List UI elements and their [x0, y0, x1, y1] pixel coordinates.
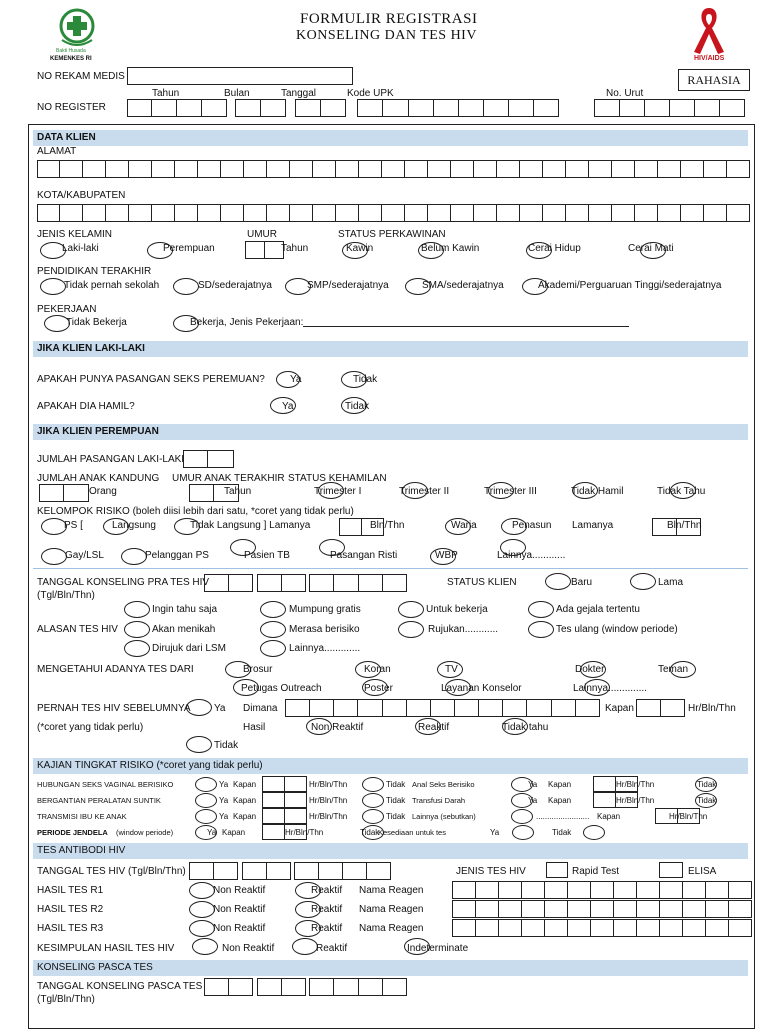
pekerjaan-label: PEKERJAAN [37, 304, 97, 315]
tgl-pasca-thn-cells[interactable] [309, 978, 407, 996]
tgl-fmt-label: (Tgl/Bln/Thn) [37, 590, 95, 601]
r2-hr-label: Hr/Bln/Thn [309, 796, 348, 805]
lainnya-sebutkan-label: Lainnya (sebutkan) [412, 812, 476, 821]
section-laki-laki [33, 341, 748, 357]
radio-dirujuk-lsm[interactable] [124, 640, 150, 657]
bulan-header: Bulan [224, 88, 250, 99]
dimana-label: Dimana [243, 703, 278, 714]
gay-lsl-label: Gay/LSL [65, 550, 104, 561]
trim2-label: Trimester II [399, 486, 450, 497]
radio-tes-ulang[interactable] [528, 621, 554, 638]
a1-hr-label: Hr/Bln/Thn [616, 780, 655, 789]
radio-kesimpulan-reaktif[interactable] [292, 938, 318, 955]
laki-label: Laki-laki [62, 243, 99, 254]
alasan-lainnya-label: Lainnya............. [289, 643, 361, 654]
q1-tidak-label: Tidak [353, 374, 378, 385]
layanan-label: Layanan Konselor [441, 683, 522, 694]
smp-label: SMP/sederajatnya [307, 280, 389, 291]
a1-ya-label: Ya [528, 780, 538, 789]
tgl-pasca-fmt: (Tgl/Bln/Thn) [37, 994, 95, 1005]
r4-hr-label: Hr/Bln/Thn [285, 828, 324, 837]
tgl-pra-tgl-cells[interactable] [204, 574, 253, 592]
sd-label: SD/sederajatnya [198, 280, 272, 291]
kelompok-risiko-label: KELOMPOK RISIKO (boleh diisi lebih dari satu, *coret yang tidak perlu) [37, 506, 354, 517]
r2-nama-reagen-label: Nama Reagen [359, 904, 424, 915]
anak-kandung-label: JUMLAH ANAK KANDUNG [37, 473, 160, 484]
trim1-label: Trimester I [314, 486, 362, 497]
tgl-tes-tgl-cells[interactable] [189, 862, 238, 880]
r3-hr-label: Hr/Bln/Thn [309, 812, 348, 821]
tgl-pasca-bln-cells[interactable] [257, 978, 306, 996]
no-register-tahun-cells[interactable] [127, 99, 227, 117]
a2-kapan-label: Kapan [548, 796, 572, 805]
pernah-tes-label: PERNAH TES HIV SEBELUMNYA [37, 703, 191, 714]
a2-ya-label: Ya [528, 796, 538, 805]
checkbox-elisa[interactable] [659, 862, 683, 878]
no-rekam-medis-label: NO REKAM MEDIS [37, 71, 125, 82]
alasan-tes-label: ALASAN TES HIV [37, 624, 118, 635]
radio-merasa-berisiko[interactable] [260, 621, 286, 638]
pernah-ya-label: Ya [214, 703, 226, 714]
tgl-pasca-tgl-cells[interactable] [204, 978, 253, 996]
lama-label: Lama [658, 577, 684, 588]
tidak-langsung-label: Tidak Langsung ] Lamanya [190, 520, 311, 531]
radio-r3-ya[interactable] [195, 809, 217, 824]
radio-r2-tidak[interactable] [362, 793, 384, 808]
hasil-r1-label: HASIL TES R1 [37, 885, 104, 896]
penasun-label: Penasun [512, 520, 552, 531]
tidak-sekolah-label: Tidak pernah sekolah [64, 280, 160, 291]
akan-menikah-label: Akan menikah [152, 624, 216, 635]
lainnya-risiko-label: Lainnya............ [497, 550, 566, 561]
tgl-pasca-label: TANGGAL KONSELING PASCA TES [37, 981, 203, 992]
pernah-kapan-cells[interactable] [636, 699, 685, 717]
tahun-header: Tahun [152, 88, 180, 99]
petugas-label: Petugas Outreach [241, 683, 322, 694]
r2-non-reaktif-label: Non Reaktif [213, 904, 266, 915]
umur-tahun-label: Tahun [281, 243, 309, 254]
a2-tidak-label: Tidak [697, 796, 717, 805]
section-title: KONSELING PASCA TES [37, 962, 153, 973]
coret-note: (*coret yang tidak perlu) [37, 722, 144, 733]
radio-mumpung[interactable] [260, 601, 286, 618]
r2-reaktif-label: Reaktif [311, 904, 343, 915]
periode-jendela-label: PERIODE JENDELA [37, 828, 108, 837]
tv-label: TV [445, 664, 458, 675]
radio-r2-non-reaktif[interactable] [189, 901, 215, 918]
risiko-suntik-label: BERGANTIAN PERALATAN SUNTIK [37, 796, 161, 805]
tgl-konseling-pra-label: TANGGAL KONSELING PRA TES HIV [37, 577, 210, 588]
dimana-cells[interactable] [285, 699, 600, 717]
langsung-label: Langsung [112, 520, 156, 531]
a1-tidak-label: Tidak [697, 780, 717, 789]
red-ribbon-icon [686, 4, 732, 56]
r3-reagen-cells[interactable] [452, 919, 752, 937]
no-urut-header: No. Urut [606, 88, 644, 99]
form-subtitle: KONSELING DAN TES HIV [296, 28, 477, 43]
kemenkes-logo [50, 6, 102, 62]
section-title: JIKA KLIEN LAKI-LAKI [37, 343, 145, 354]
bakti-husada-text: Bakti Husada [56, 48, 86, 54]
indeterminate-label: Indeterminate [407, 943, 469, 954]
dirujuk-lsm-label: Dirujuk dari LSM [152, 643, 226, 654]
penasun-bln-thn-label: Bln/Thn [667, 520, 702, 531]
a4-ya-label: Ya [490, 828, 500, 837]
radio-pernah-ya[interactable] [186, 699, 212, 716]
hasil-label: Hasil [243, 722, 266, 733]
mengetahui-lainnya-label: Lainnya.............. [573, 683, 647, 694]
jenis-pekerjaan-line[interactable] [303, 326, 629, 327]
r2-ya-label: Ya [219, 796, 229, 805]
a2-hr-label: Hr/Bln/Thn [616, 796, 655, 805]
cerai-mati-label: Cerai Mati [628, 243, 674, 254]
trim3-label: Trimester III [484, 486, 537, 497]
tidak-hamil-label: Tidak Hamil [571, 486, 624, 497]
radio-akan-menikah[interactable] [124, 621, 150, 638]
pernah-hr-label: Hr/Bln/Thn [688, 703, 736, 714]
checkbox-rapid-test[interactable] [546, 862, 568, 878]
status-kehamilan-label: STATUS KEHAMILAN [288, 473, 387, 484]
r1-ya-label: Ya [219, 780, 229, 789]
form-title: FORMULIR REGISTRASI [300, 11, 478, 27]
r1-tidak-label: Tidak [386, 780, 406, 789]
r1-non-reaktif-label: Non Reaktif [213, 885, 266, 896]
kemenkes-text: KEMENKES RI [50, 56, 92, 62]
r3-tidak-label: Tidak [386, 812, 406, 821]
alamat-cells[interactable] [37, 160, 750, 178]
cerai-hidup-label: Cerai Hidup [528, 243, 581, 254]
radio-baru[interactable] [545, 573, 571, 590]
ingin-tahu-label: Ingin tahu saja [152, 604, 218, 615]
anak-kandung-cells[interactable] [39, 484, 89, 502]
radio-pernah-tidak[interactable] [186, 736, 212, 753]
tes-ulang-label: Tes ulang (window periode) [556, 624, 678, 635]
r1-nama-reagen-label: Nama Reagen [359, 885, 424, 896]
elisa-label: ELISA [688, 866, 717, 877]
belum-kawin-label: Belum Kawin [421, 243, 480, 254]
pasangan-risti-label: Pasangan Risti [330, 550, 398, 561]
a3-dots: ........................ [536, 812, 590, 821]
wbp-label: WBP [435, 550, 458, 561]
hasil-r2-label: HASIL TES R2 [37, 904, 104, 915]
r1-reaktif-label: Reaktif [311, 885, 343, 896]
poster-label: Poster [364, 683, 393, 694]
radio-gay-lsl[interactable] [41, 548, 67, 565]
r1-kapan-label: Kapan [233, 780, 257, 789]
radio-a4-tidak[interactable] [583, 825, 605, 840]
no-register-label: NO REGISTER [37, 102, 106, 113]
jumlah-pasangan-label: JUMLAH PASANGAN LAKI-LAKI [37, 454, 185, 465]
section-antibodi [33, 843, 748, 859]
section-title: JIKA KLIEN PEREMPUAN [37, 426, 159, 437]
a1-kapan-label: Kapan [548, 780, 572, 789]
kesimpulan-reaktif-label: Reaktif [316, 943, 348, 954]
radio-a4-ya[interactable] [512, 825, 534, 840]
radio-r1-ya[interactable] [195, 777, 217, 792]
penasun-lamanya-label: Lamanya [572, 520, 614, 531]
tgl-pra-bln-cells[interactable] [257, 574, 306, 592]
pelanggan-ps-label: Pelanggan PS [145, 550, 209, 561]
gejala-label: Ada gejala tertentu [556, 604, 640, 615]
umur-label: UMUR [247, 229, 277, 240]
a4-tidak-label: Tidak [552, 828, 572, 837]
jenis-kelamin-label: JENIS KELAMIN [37, 229, 113, 240]
r1-hr-label: Hr/Bln/Thn [309, 780, 348, 789]
ps-label: PS [ [64, 520, 83, 531]
umur-cells[interactable] [245, 241, 284, 259]
a3-hr-label: Hr/Bln/Thn [669, 812, 708, 821]
divider-konseling [33, 568, 748, 569]
bakti-husada-emblem-icon [52, 6, 102, 50]
umur-anak-tahun-label: Tahun [224, 486, 252, 497]
section-data-klien [33, 130, 748, 146]
radio-gejala[interactable] [528, 601, 554, 618]
alamat-label: ALAMAT [37, 146, 77, 157]
risiko-ibu-anak-label: TRANSMISI IBU KE ANAK [37, 812, 127, 821]
rahasia-label: RAHASIA [687, 73, 741, 87]
anal-seks-label: Anal Seks Berisiko [412, 780, 475, 789]
kode-upk-header: Kode UPK [347, 88, 394, 99]
section-perempuan [33, 424, 748, 440]
orang-label: Orang [89, 486, 117, 497]
tgl-tes-hiv-label: TANGGAL TES HIV (Tgl/Bln/Thn) [37, 866, 186, 877]
jenis-tes-label: JENIS TES HIV [456, 866, 526, 877]
dokter-label: Dokter [575, 664, 605, 675]
status-klien-label: STATUS KLIEN [447, 577, 517, 588]
no-register-no-urut-cells[interactable] [594, 99, 745, 117]
radio-a3-ya[interactable] [511, 809, 533, 824]
jumlah-pasangan-cells[interactable] [183, 450, 234, 468]
radio-tidak-sekolah[interactable] [40, 278, 66, 295]
q-pasangan-perempuan: APAKAH PUNYA PASANGAN SEKS PEREMUAN? [37, 374, 265, 385]
merasa-berisiko-label: Merasa berisiko [289, 624, 360, 635]
q2-ya-label: Ya [282, 401, 294, 412]
r4-ya-label: Ya [207, 828, 217, 837]
perempuan-label: Perempuan [163, 243, 215, 254]
no-register-kode-upk-cells[interactable] [357, 99, 559, 117]
a3-kapan-label: Kapan [597, 812, 621, 821]
mumpung-label: Mumpung gratis [289, 604, 361, 615]
radio-pelanggan-ps[interactable] [121, 548, 147, 565]
pendidikan-label: PENDIDIKAN TERAKHIR [37, 266, 152, 277]
rapid-label: Rapid Test [572, 866, 620, 877]
no-register-bulan-cells[interactable] [235, 99, 286, 117]
rahasia-box [678, 69, 750, 91]
ps-bln-thn-label: Bln/Thn [370, 520, 405, 531]
umur-anak-label: UMUR ANAK TERAKHIR [172, 473, 285, 484]
akademi-label: Akademi/Perguaruan Tinggi/sederajatnya [538, 280, 722, 291]
radio-ingin-tahu[interactable] [124, 601, 150, 618]
rujukan-label: Rujukan............ [428, 624, 499, 635]
untuk-bekerja-label: Untuk bekerja [426, 604, 488, 615]
q2-tidak-label: Tidak [345, 401, 370, 412]
kesimpulan-non-reaktif-label: Non Reaktif [222, 943, 275, 954]
r2-reagen-cells[interactable] [452, 900, 752, 918]
r3-kapan-label: Kapan [233, 812, 257, 821]
radio-alasan-lainnya[interactable] [260, 640, 286, 657]
section-title: KAJIAN TINGKAT RISIKO (*coret yang tidak perlu) [37, 760, 263, 771]
teman-label: Teman [658, 664, 689, 675]
bekerja-label: Bekerja, Jenis Pekerjaan: [190, 317, 304, 328]
r2-tidak-label: Tidak [386, 796, 406, 805]
pasien-tb-label: Pasien TB [244, 550, 290, 561]
tgl-tes-thn-cells[interactable] [294, 862, 391, 880]
tanggal-header: Tanggal [281, 88, 317, 99]
hasil-reaktif-label: Reaktif [418, 722, 450, 733]
r3-non-reaktif-label: Non Reaktif [213, 923, 266, 934]
radio-r3-non-reaktif[interactable] [189, 920, 215, 937]
r2-kapan-label: Kapan [233, 796, 257, 805]
section-title: DATA KLIEN [37, 132, 96, 143]
tgl-tes-bln-cells[interactable] [242, 862, 291, 880]
kota-label: KOTA/KABUPATEN [37, 190, 126, 201]
hasil-r3-label: HASIL TES R3 [37, 923, 104, 934]
kesediaan-label: Kesediaan untuk tes [378, 828, 446, 837]
koran-label: Koran [364, 664, 391, 675]
radio-rujukan[interactable] [398, 621, 424, 638]
kawin-label: Kawin [346, 243, 374, 254]
q-dia-hamil: APAKAH DIA HAMIL? [37, 401, 135, 412]
r3-nama-reagen-label: Nama Reagen [359, 923, 424, 934]
radio-r1-non-reaktif[interactable] [189, 882, 215, 899]
radio-sd[interactable] [173, 278, 199, 295]
baru-label: Baru [571, 577, 593, 588]
no-register-tanggal-cells[interactable] [295, 99, 346, 117]
no-rekam-medis-input[interactable] [127, 67, 353, 85]
section-kajian [33, 758, 748, 774]
window-periode-label: (window periode) [116, 828, 174, 837]
brosur-label: Brosur [243, 664, 273, 675]
r1-kapan-cells[interactable] [262, 776, 307, 792]
pernah-tidak-label: Tidak [214, 740, 239, 751]
kesimpulan-label: KESIMPULAN HASIL TES HIV [37, 943, 175, 954]
radio-r2-ya[interactable] [195, 793, 217, 808]
r3-reaktif-label: Reaktif [311, 923, 343, 934]
radio-kesimpulan-non-reaktif[interactable] [192, 938, 218, 955]
waria-label: Waria [451, 520, 477, 531]
r2-kapan-cells[interactable] [262, 792, 307, 808]
transfusi-label: Transfusi Darah [412, 796, 466, 805]
r4-kapan-label: Kapan [222, 828, 246, 837]
r3-ya-label: Ya [219, 812, 229, 821]
section-title: TES ANTIBODI HIV [37, 845, 126, 856]
hasil-non-reaktif-label: Non Reaktif [311, 722, 364, 733]
hasil-tidak-tahu-label: Tidak tahu [502, 722, 549, 733]
r3-kapan-cells[interactable] [262, 808, 307, 824]
pernah-kapan-label: Kapan [605, 703, 634, 714]
hiv-ribbon-logo [686, 4, 732, 64]
hiv-aids-label: HIV/AIDS [694, 55, 725, 62]
status-perkawinan-label: STATUS PERKAWINAN [338, 229, 446, 240]
r1-reagen-cells[interactable] [452, 881, 752, 899]
status-tidak-tahu-label: Tidak Tahu [657, 486, 706, 497]
radio-r1-tidak[interactable] [362, 777, 384, 792]
risiko-seks-vaginal-label: HUBUNGAN SEKS VAGINAL BERISIKO [37, 780, 174, 789]
q1-ya-label: Ya [290, 374, 302, 385]
radio-untuk-bekerja[interactable] [398, 601, 424, 618]
kota-cells[interactable] [37, 204, 750, 222]
sma-label: SMA/sederajatnya [422, 280, 504, 291]
tidak-bekerja-label: Tidak Bekerja [66, 317, 127, 328]
r4-tidak-label: Tidak [360, 828, 380, 837]
tgl-pra-thn-cells[interactable] [309, 574, 407, 592]
radio-r3-tidak[interactable] [362, 809, 384, 824]
mengetahui-label: MENGETAHUI ADANYA TES DARI [37, 664, 194, 675]
radio-lama[interactable] [630, 573, 656, 590]
section-pasca [33, 960, 748, 976]
